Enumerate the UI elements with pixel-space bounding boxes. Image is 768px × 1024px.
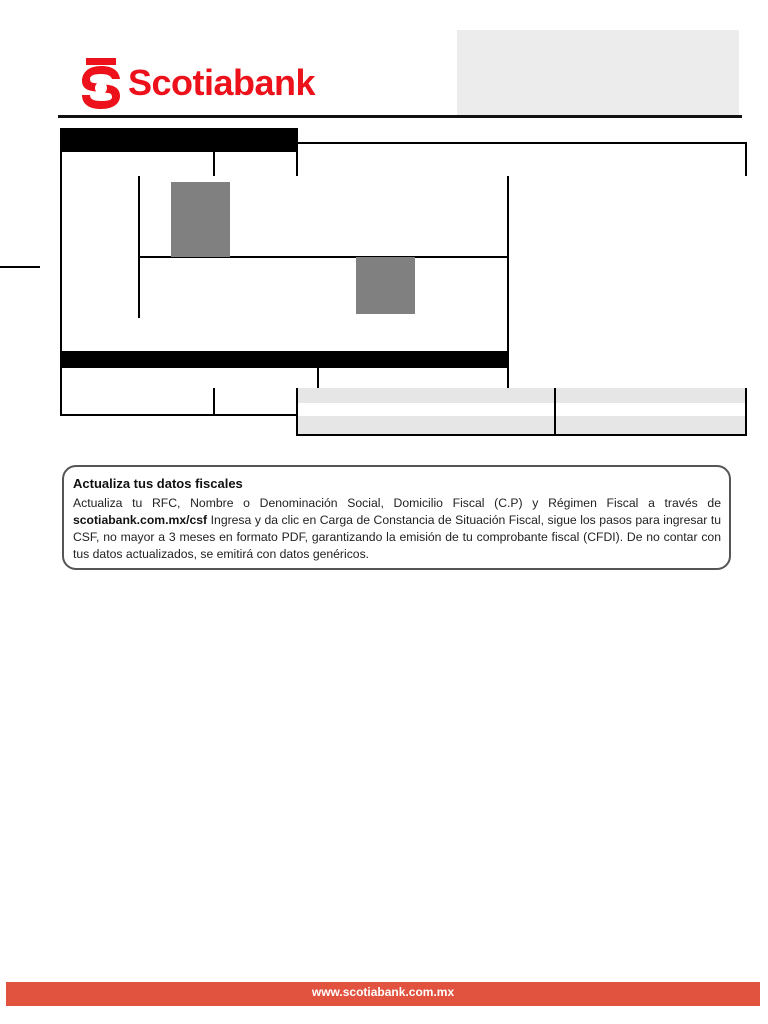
table-rule xyxy=(745,388,747,436)
table-rule xyxy=(60,414,298,416)
footer-bar xyxy=(6,982,760,1006)
csf-link[interactable]: scotiabank.com.mx/csf xyxy=(73,513,208,527)
shaded-row xyxy=(298,388,746,403)
header-divider xyxy=(58,115,742,118)
grey-block xyxy=(356,257,415,314)
scotiabank-logo xyxy=(78,57,340,109)
table-rule xyxy=(507,176,509,352)
notice-text: Actualiza tu RFC, Nombre o Denominación Social, Domicilio Fiscal (C.P) y Régimen Fiscal a través de xyxy=(73,496,721,510)
table-rule xyxy=(296,152,298,176)
table-rule xyxy=(296,434,747,436)
table-rule xyxy=(298,142,746,144)
table-rule xyxy=(507,368,509,388)
table-rule xyxy=(60,176,62,352)
table-rule xyxy=(317,368,319,388)
grey-block xyxy=(171,182,230,257)
header-grey-panel xyxy=(457,30,739,116)
notice-text: Ingresa y da clic en Carga de Constancia de Situación Fiscal, sigue los pasos para ingresar tu CSF, no mayor a 3 meses en formato PDF, garantizando la emisión de tu comprobante fiscal (CFDI). De no contar con tus datos actualizados, se emitirá con datos genéricos. xyxy=(73,513,721,561)
table-rule xyxy=(213,152,215,176)
notice-title: Actualiza tus datos fiscales xyxy=(73,476,243,491)
table-rule xyxy=(60,152,62,176)
notice-body xyxy=(73,495,721,563)
table-header-bar xyxy=(60,128,298,152)
side-rule xyxy=(0,266,40,268)
table-rule xyxy=(554,388,556,436)
table-rule xyxy=(213,388,215,416)
brand-name: Scotiabank xyxy=(128,62,316,103)
table-rule xyxy=(745,142,747,176)
table-rule xyxy=(138,176,140,318)
shaded-row xyxy=(298,416,746,434)
footer-website-link[interactable]: www.scotiabank.com.mx xyxy=(311,985,455,999)
fiscal-data-notice xyxy=(62,465,731,570)
scotiabank-s-logo-icon xyxy=(78,57,124,109)
table-rule xyxy=(60,368,62,416)
table-section-bar xyxy=(60,351,509,368)
